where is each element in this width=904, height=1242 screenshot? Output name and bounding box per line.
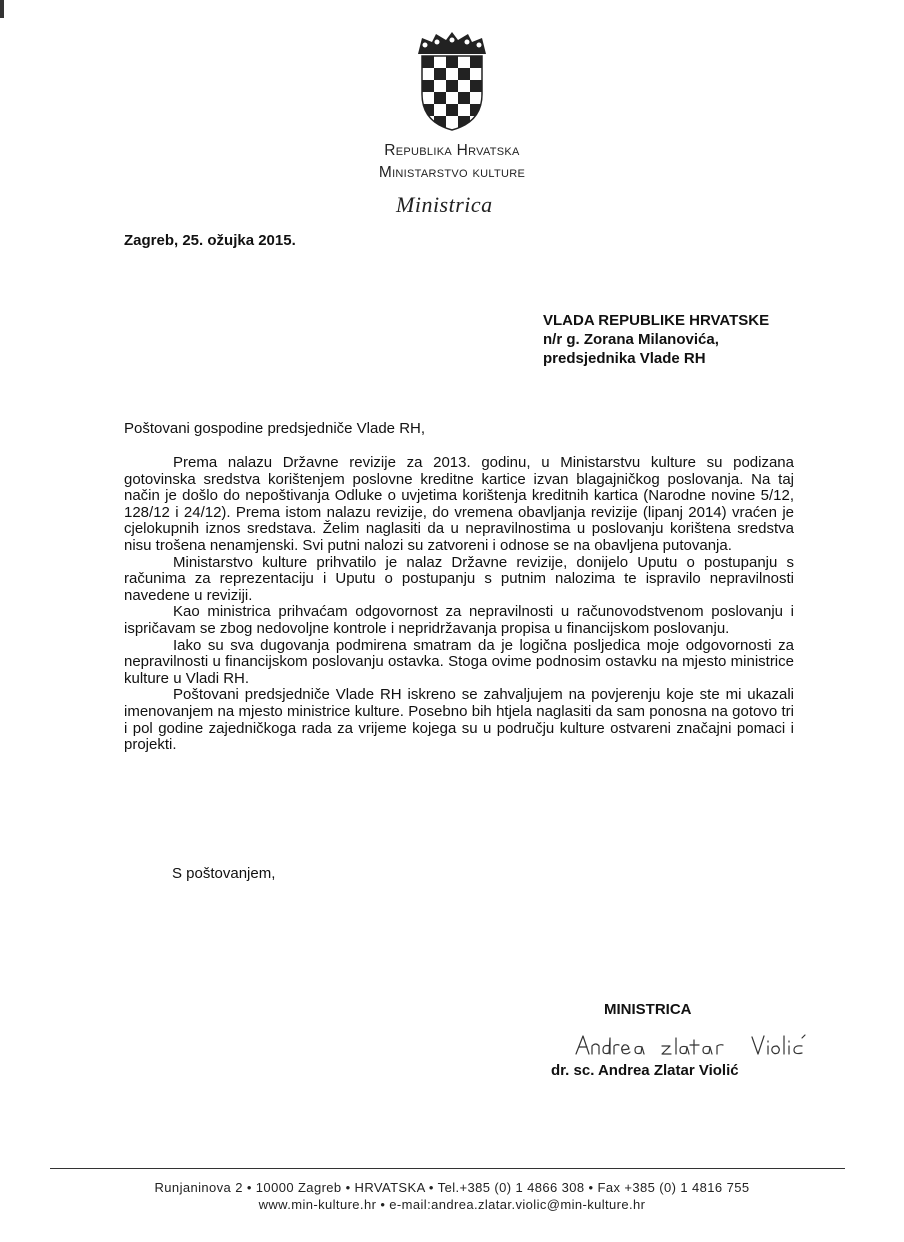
header-ministry: Ministarstvo kulture (378, 164, 526, 181)
salutation: Poštovani gospodine predsjedniče Vlade RH, (124, 420, 426, 437)
recipient-block (543, 311, 769, 368)
letter-date: Zagreb, 25. ožujka 2015. (124, 232, 296, 249)
header-republic: Republika Hrvatska (384, 142, 520, 159)
letter-body (124, 455, 794, 754)
signatory-name: dr. sc. Andrea Zlatar Violić (551, 1062, 739, 1079)
recipient-line-3: predsjednika Vlade RH (543, 350, 706, 367)
croatian-coat-of-arms-icon (412, 32, 492, 132)
paragraph-5: Poštovani predsjedniče Vlade RH iskreno se zahvaljujem na povjerenju koje ste mi ukazali imenovanjem na mjesto ministrice kulture. Posebno bih htjela naglasiti da sam ponosna na gotovo tri i pol godine zajedničkoga rada za vrijeme kojega su u području kulture ostvareni značajni pomaci i projekti. (124, 686, 794, 754)
footer-contact: www.min-kulture.hr • e-mail:andrea.zlatar.violic@min-kulture.hr (258, 1197, 646, 1212)
recipient-line-1: VLADA REPUBLIKE HRVATSKE (543, 312, 770, 329)
paragraph-1: Prema nalazu Državne revizije za 2013. godinu, u Ministarstvu kulture su podizana gotovinska sredstva korištenjem poslovne kreditne kartice izvan blagajničkog poslovanja. Na taj način je došlo do nepoštivanja Odluke o uvjetima korištenja kreditnih kartica (Narodne novine 5/12, 128/12 i 24/12). Prema istom nalazu revizije, do vremena obavljanja revizije (lipanj 2014) vraćen je cjelokupnih iznos sredstava. Želim naglasiti da u nepravilnostima u poslovanju korištena sredstva nisu trošena nenamjenski. Svi putni nalozi su zatvoreni i odnose se na obavljena putovanja. (124, 454, 794, 554)
footer-divider (50, 1168, 845, 1169)
signatory-title: MINISTRICA (604, 1001, 692, 1018)
paragraph-2: Ministarstvo kulture prihvatilo je nalaz Državne revizije, donijelo Uputu o postupanju s računima za reprezentaciju i Uputu o postupanju s putnim nalozima te ispravilo nepravilnosti navedene u reviziji. (124, 553, 794, 604)
recipient-line-2: n/r g. Zorana Milanovića, (543, 331, 719, 348)
footer-address: Runjaninova 2 • 10000 Zagreb • HRVATSKA • Tel.+385 (0) 1 4866 308 • Fax +385 (0) 1 4816 755 (154, 1180, 750, 1195)
scan-edge-mark (0, 0, 4, 18)
handwritten-signature (572, 1024, 832, 1064)
paragraph-3: Kao ministrica prihvaćam odgovornost za nepravilnosti u računovodstvenom poslovanju i ispričavam se zbog nedovoljne kontrole i nepridržavanja propisa u financijskom poslovanju. (124, 603, 794, 637)
paragraph-4: Iako su sva dugovanja podmirena smatram da je logična posljedica moje odgovornosti za nepravilnosti u financijskom poslovanju ostavka. Stoga ovime podnosim ostavku na mjesto ministrice kulture u Vladi RH. (124, 636, 794, 687)
closing: S poštovanjem, (172, 865, 276, 882)
header-ministrica-script: Ministrica (396, 192, 493, 217)
